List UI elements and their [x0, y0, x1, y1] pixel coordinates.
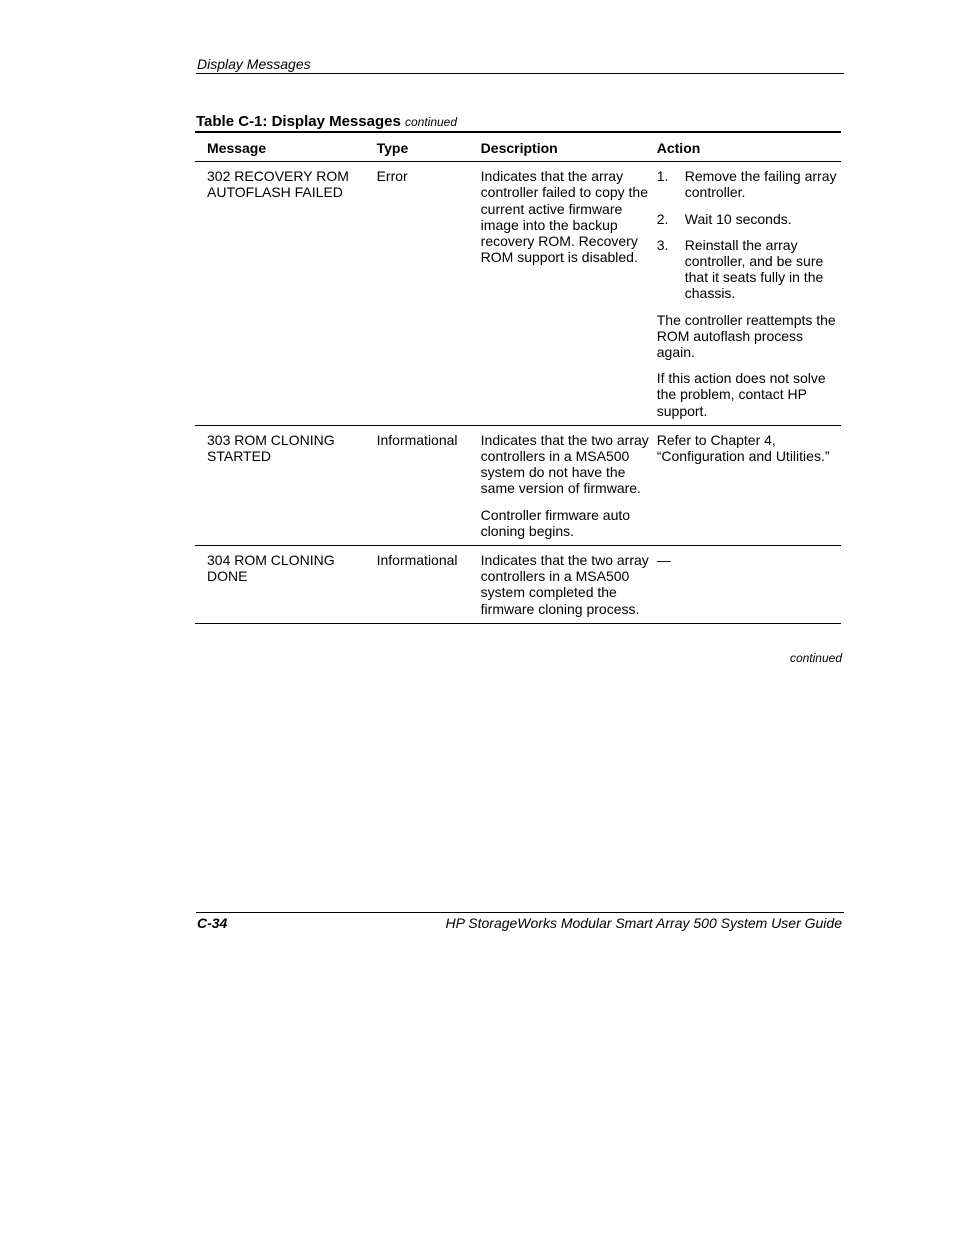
action-step [657, 237, 841, 302]
description-cell [481, 425, 657, 545]
description-cell [481, 162, 657, 426]
action-step [657, 211, 841, 227]
table-continued-note: continued [789, 651, 842, 665]
action-paragraph: Refer to Chapter 4, “Configuration and Utilities.” [656, 431, 830, 465]
message-cell: 303 ROM CLONING STARTED [195, 425, 377, 545]
table-caption-title: Table C-1: Display Messages [196, 113, 401, 130]
step-text: Remove the failing array controller. [684, 168, 837, 201]
action-paragraph: If this action does not solve the problem, contact HP support. [656, 370, 826, 419]
type-cell: Informational [377, 546, 481, 624]
description-paragraph: Indicates that the two array controllers in a MSA500 system completed the firmware cloning process. [480, 552, 649, 617]
description-paragraph: Indicates that the array controller failed to copy the current active firmware image into the backup recovery ROM. Recovery ROM support is disabled. [480, 168, 648, 266]
action-cell [657, 162, 841, 426]
type-cell: Error [377, 162, 481, 426]
action-paragraph: — [656, 552, 671, 569]
table-header-row [195, 132, 841, 162]
column-header-message: Message [195, 132, 377, 162]
table-row [195, 546, 841, 624]
message-cell: 302 RECOVERY ROM AUTOFLASH FAILED [195, 162, 377, 426]
table-row [195, 425, 841, 545]
type-cell: Informational [377, 425, 481, 545]
step-text: Wait 10 seconds. [684, 210, 792, 227]
header-rule [196, 73, 844, 74]
action-cell [657, 546, 841, 624]
message-cell: 304 ROM CLONING DONE [195, 546, 377, 624]
page-number: C-34 [197, 915, 228, 931]
display-messages-table [195, 131, 841, 624]
step-number: 3. [656, 236, 669, 253]
action-cell [657, 425, 841, 545]
column-header-type: Type [377, 132, 481, 162]
description-paragraph: Controller firmware auto cloning begins. [480, 506, 631, 539]
guide-title: HP StorageWorks Modular Smart Array 500 System User Guide [445, 915, 842, 931]
step-number: 2. [656, 210, 669, 227]
step-number: 1. [656, 168, 669, 185]
table-row [195, 162, 841, 426]
column-header-description: Description [481, 132, 657, 162]
column-header-action: Action [657, 132, 841, 162]
footer-rule [196, 912, 844, 913]
action-step [657, 168, 841, 200]
table-caption-continued: continued [404, 115, 458, 129]
action-paragraph: The controller reattempts the ROM autoflash process again. [656, 311, 836, 361]
step-text: Reinstall the array controller, and be sure that it seats fully in the chassis. [684, 236, 824, 302]
description-cell [481, 546, 657, 624]
table-caption [196, 113, 457, 130]
running-header: Display Messages [197, 56, 311, 72]
description-paragraph: Indicates that the two array controllers in a MSA500 system do not have the same version of firmware. [480, 431, 649, 497]
